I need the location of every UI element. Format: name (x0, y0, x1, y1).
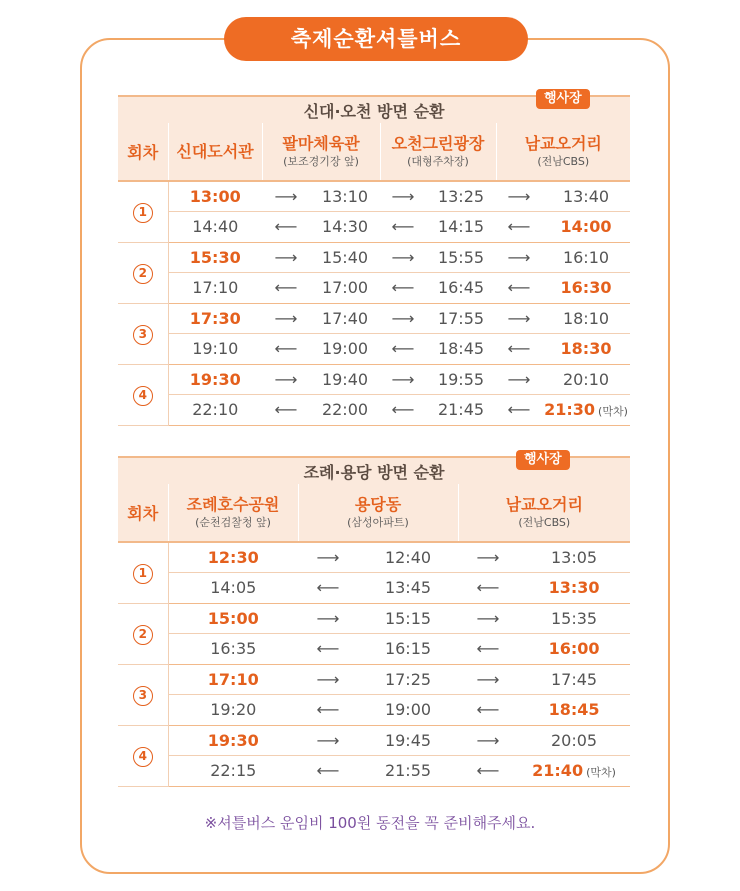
arrow-right-icon: ⟶ (298, 725, 358, 756)
round-number-label: 1 (133, 203, 153, 223)
time-cell (310, 303, 380, 334)
time-row (118, 542, 630, 573)
arrow-right-icon: ⟶ (380, 242, 426, 273)
station-header-row (118, 123, 630, 181)
round-number (118, 725, 168, 786)
venue-badge: 행사장 (516, 450, 570, 470)
time-cell (168, 303, 262, 334)
arrow-left-icon: ⟵ (458, 695, 518, 726)
page-title: 축제순환셔틀버스 (224, 17, 528, 61)
arrow-right-icon: ⟶ (496, 303, 542, 334)
time-cell (310, 334, 380, 365)
arrow-left-icon: ⟵ (496, 334, 542, 365)
time-row (118, 664, 630, 695)
time-cell (542, 273, 630, 304)
time-cell (168, 181, 262, 212)
station-subtitle: (삼성아파트) (347, 516, 409, 529)
time-cell (168, 573, 298, 604)
time-cell (168, 242, 262, 273)
round-number-label: 2 (133, 625, 153, 645)
time-value: 20:05 (550, 730, 598, 750)
time-cell (168, 695, 298, 726)
time-value: 19:00 (321, 339, 369, 359)
arrow-right-icon: ⟶ (380, 303, 426, 334)
time-value: 16:00 (548, 639, 600, 659)
time-cell (168, 634, 298, 665)
time-row (118, 181, 630, 212)
time-row (118, 273, 630, 304)
time-cell (310, 242, 380, 273)
arrow-left-icon: ⟵ (298, 695, 358, 726)
arrow-left-icon: ⟵ (298, 634, 358, 665)
station-name: 남교오거리 (505, 495, 583, 514)
time-cell (358, 573, 458, 604)
round-number (118, 542, 168, 603)
station-header-row (118, 484, 630, 542)
time-cell (310, 212, 380, 243)
time-value: 21:45 (437, 400, 485, 420)
station-subtitle: (순천검찰청 앞) (195, 516, 271, 529)
time-cell (518, 634, 630, 665)
arrow-left-icon: ⟵ (496, 273, 542, 304)
station-header (458, 484, 630, 542)
round-number (118, 303, 168, 364)
time-row (118, 364, 630, 395)
arrow-right-icon: ⟶ (458, 725, 518, 756)
time-cell (168, 212, 262, 243)
arrow-right-icon: ⟶ (496, 364, 542, 395)
arrow-left-icon: ⟵ (458, 756, 518, 787)
time-cell (426, 303, 496, 334)
time-row (118, 212, 630, 243)
arrow-left-icon: ⟵ (458, 634, 518, 665)
arrow-left-icon: ⟵ (380, 395, 426, 426)
time-value: 19:45 (384, 730, 432, 750)
station-subtitle: (대형주차장) (407, 155, 469, 168)
arrow-right-icon: ⟶ (496, 181, 542, 212)
time-cell (168, 364, 262, 395)
arrow-left-icon: ⟵ (496, 212, 542, 243)
time-value: 16:15 (384, 639, 432, 659)
round-number-label: 3 (133, 325, 153, 345)
time-cell (310, 364, 380, 395)
time-value: 17:10 (207, 669, 259, 689)
time-value: 17:30 (189, 308, 241, 328)
time-cell (358, 603, 458, 634)
round-header: 회차 (118, 123, 168, 181)
time-value: 21:40 (532, 761, 584, 781)
time-cell (358, 542, 458, 573)
time-value: 17:40 (321, 308, 369, 328)
time-row (118, 725, 630, 756)
round-header: 회차 (118, 484, 168, 542)
round-number-label: 4 (133, 747, 153, 767)
time-value: 16:45 (437, 278, 485, 298)
time-value: 14:30 (321, 217, 369, 237)
time-cell (168, 664, 298, 695)
time-value: 22:15 (210, 761, 257, 781)
arrow-left-icon: ⟵ (380, 273, 426, 304)
time-row (118, 634, 630, 665)
route-header-row (118, 457, 630, 484)
time-cell (542, 334, 630, 365)
time-value: 15:00 (207, 608, 259, 628)
time-cell (518, 542, 630, 573)
time-row (118, 303, 630, 334)
arrow-right-icon: ⟶ (458, 542, 518, 573)
time-cell (542, 364, 630, 395)
station-header (168, 484, 298, 542)
arrow-left-icon: ⟵ (298, 756, 358, 787)
time-value: 13:45 (384, 578, 432, 598)
round-number (118, 242, 168, 303)
round-number (118, 181, 168, 242)
time-value: 21:55 (384, 761, 432, 781)
station-name: 신대도서관 (176, 141, 254, 161)
route-header-row (118, 96, 630, 123)
time-cell (518, 695, 630, 726)
time-row (118, 242, 630, 273)
station-subtitle: (전남CBS) (537, 155, 590, 168)
time-value: 18:10 (562, 308, 610, 328)
time-value: 14:40 (192, 217, 239, 237)
station-name: 용당동 (354, 495, 402, 514)
station-name: 팔마체육관 (282, 134, 360, 153)
time-cell (358, 634, 458, 665)
time-value: 19:40 (321, 369, 369, 389)
time-value: 17:10 (192, 278, 239, 298)
time-value: 19:00 (384, 700, 432, 720)
time-value: 16:10 (562, 247, 610, 267)
station-name: 오천그린광장 (391, 134, 485, 153)
round-number-label: 1 (133, 564, 153, 584)
station-header (298, 484, 458, 542)
time-row (118, 756, 630, 787)
arrow-right-icon: ⟶ (262, 242, 310, 273)
arrow-right-icon: ⟶ (496, 242, 542, 273)
time-row (118, 573, 630, 604)
time-value: 16:30 (560, 278, 612, 298)
station-header (380, 123, 496, 181)
time-value: 14:15 (437, 217, 485, 237)
arrow-right-icon: ⟶ (380, 181, 426, 212)
time-value: 15:30 (189, 247, 241, 267)
time-value: 17:45 (550, 669, 598, 689)
time-value: 22:10 (192, 400, 239, 420)
station-name: 조례호수공원 (186, 495, 280, 514)
time-value: 22:00 (321, 400, 369, 420)
time-value: 13:40 (562, 187, 610, 206)
arrow-right-icon: ⟶ (458, 664, 518, 695)
round-number-label: 2 (133, 264, 153, 284)
time-value: 19:55 (437, 369, 485, 389)
time-cell (310, 395, 380, 426)
arrow-left-icon: ⟵ (262, 212, 310, 243)
time-cell (542, 303, 630, 334)
round-number-label: 4 (133, 386, 153, 406)
time-value: 19:30 (207, 730, 259, 750)
round-number (118, 603, 168, 664)
time-cell (542, 395, 630, 426)
time-value: 18:45 (437, 339, 485, 359)
time-cell (518, 725, 630, 756)
time-cell (310, 181, 380, 212)
arrow-left-icon: ⟵ (380, 212, 426, 243)
time-cell (168, 603, 298, 634)
time-cell (542, 212, 630, 243)
time-cell (542, 181, 630, 212)
time-cell (542, 242, 630, 273)
time-cell (168, 725, 298, 756)
time-value: 17:00 (321, 278, 369, 298)
time-value: 18:45 (548, 700, 600, 720)
timetable-jorye-yongdang (118, 451, 630, 787)
time-cell (426, 181, 496, 212)
arrow-left-icon: ⟵ (380, 334, 426, 365)
round-number (118, 364, 168, 425)
timetable-sindae-ocheon (118, 90, 630, 426)
route-title: 신대·오천 방면 순환 (303, 101, 445, 121)
route-title: 조례·용당 방면 순환 (303, 462, 445, 482)
time-value: 16:35 (210, 639, 257, 659)
arrow-right-icon: ⟶ (380, 364, 426, 395)
round-number-label: 3 (133, 686, 153, 706)
time-cell (426, 273, 496, 304)
time-value: 21:30 (544, 400, 596, 420)
time-value: 13:10 (321, 187, 369, 206)
time-cell (426, 364, 496, 395)
arrow-right-icon: ⟶ (298, 542, 358, 573)
time-value: 13:30 (548, 578, 600, 598)
time-cell (168, 542, 298, 573)
time-value: 12:30 (207, 548, 259, 567)
station-subtitle: (보조경기장 앞) (283, 155, 359, 168)
time-value: 19:10 (192, 339, 239, 359)
round-number (118, 664, 168, 725)
time-cell (426, 395, 496, 426)
time-value: 15:40 (321, 247, 369, 267)
station-header (496, 123, 630, 181)
arrow-right-icon: ⟶ (262, 364, 310, 395)
time-value: 12:40 (384, 548, 432, 567)
arrow-left-icon: ⟵ (298, 573, 358, 604)
station-header (168, 123, 262, 181)
time-cell (168, 273, 262, 304)
time-cell (358, 756, 458, 787)
station-name: 남교오거리 (524, 134, 602, 153)
time-value: 14:00 (560, 217, 612, 237)
station-subtitle: (전남CBS) (518, 516, 571, 529)
time-row (118, 334, 630, 365)
time-cell (168, 756, 298, 787)
time-cell (168, 334, 262, 365)
arrow-left-icon: ⟵ (496, 395, 542, 426)
footer-note: ※셔틀버스 운임비 100원 동전을 꼭 준비해주세요. (204, 814, 536, 832)
time-cell (426, 242, 496, 273)
time-cell (168, 395, 262, 426)
arrow-right-icon: ⟶ (262, 303, 310, 334)
time-value: 15:55 (437, 247, 485, 267)
time-cell (426, 212, 496, 243)
arrow-left-icon: ⟵ (262, 273, 310, 304)
station-header (262, 123, 380, 181)
time-cell (518, 756, 630, 787)
time-value: 13:25 (437, 187, 485, 206)
arrow-left-icon: ⟵ (458, 573, 518, 604)
time-row (118, 395, 630, 426)
time-cell (426, 334, 496, 365)
arrow-right-icon: ⟶ (262, 181, 310, 212)
time-value: 15:15 (384, 608, 432, 628)
time-value: 13:05 (550, 548, 598, 567)
time-value: 17:55 (437, 308, 485, 328)
time-row (118, 695, 630, 726)
time-value: 17:25 (384, 669, 432, 689)
venue-badge: 행사장 (536, 89, 590, 109)
arrow-left-icon: ⟵ (262, 395, 310, 426)
time-value: 19:20 (210, 700, 257, 720)
time-value: 13:00 (189, 187, 241, 206)
time-cell (358, 725, 458, 756)
time-value: 14:05 (210, 578, 257, 598)
time-cell (358, 695, 458, 726)
arrow-right-icon: ⟶ (298, 603, 358, 634)
arrow-right-icon: ⟶ (458, 603, 518, 634)
arrow-right-icon: ⟶ (298, 664, 358, 695)
time-value: 18:30 (560, 339, 612, 359)
time-cell (518, 603, 630, 634)
time-value: 20:10 (562, 369, 610, 389)
time-cell (518, 664, 630, 695)
time-cell (310, 273, 380, 304)
last-bus-note: (막차) (598, 405, 628, 419)
time-value: 19:30 (189, 369, 241, 389)
arrow-left-icon: ⟵ (262, 334, 310, 365)
last-bus-note: (막차) (586, 766, 616, 780)
time-value: 15:35 (550, 608, 598, 628)
time-cell (518, 573, 630, 604)
time-row (118, 603, 630, 634)
time-cell (358, 664, 458, 695)
